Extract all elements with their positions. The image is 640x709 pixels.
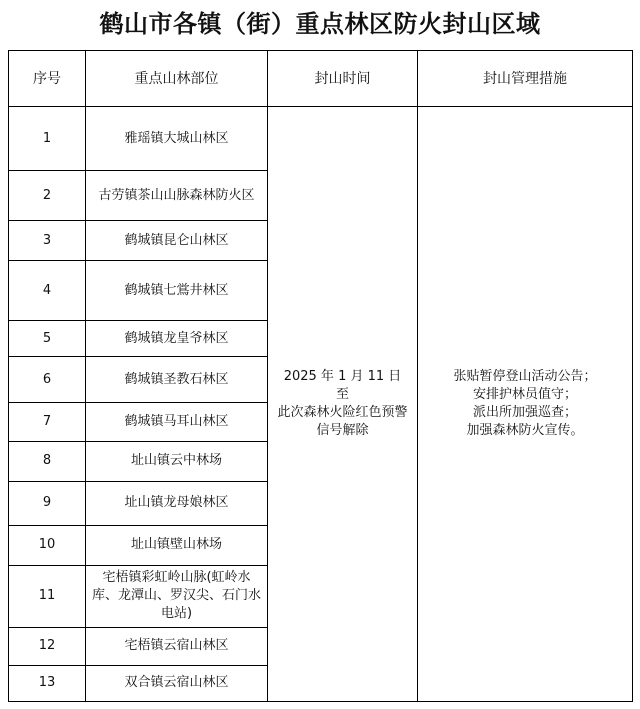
closure-time-start: 2025 年 1 月 11 日 bbox=[283, 369, 402, 385]
closure-time-end-line1: 此次森林火险红色预警 bbox=[277, 405, 408, 421]
header-measures: 封山管理措施 bbox=[418, 51, 633, 107]
row-serial: 1 bbox=[9, 107, 86, 171]
table-row bbox=[9, 107, 633, 171]
row-serial: 10 bbox=[9, 525, 86, 565]
closure-time-end-line2: 信号解除 bbox=[316, 423, 369, 439]
row-location: 鹤城镇马耳山林区 bbox=[86, 403, 268, 441]
measure-item: 派出所加强巡查； bbox=[472, 405, 577, 421]
header-serial: 序号 bbox=[9, 51, 86, 107]
page-title: 鹤山市各镇（街）重点林区防火封山区域 bbox=[99, 10, 541, 38]
row-location: 鹤城镇七鴬井林区 bbox=[86, 261, 268, 321]
row-serial: 7 bbox=[9, 403, 86, 441]
closure-time-to: 至 bbox=[335, 387, 349, 403]
row-serial: 4 bbox=[9, 261, 86, 321]
closure-areas-table bbox=[8, 50, 633, 702]
measure-item: 加强森林防火宣传。 bbox=[466, 423, 584, 439]
measures-cell bbox=[418, 107, 633, 702]
row-serial: 3 bbox=[9, 221, 86, 261]
header-closure-time: 封山时间 bbox=[268, 51, 418, 107]
row-serial: 13 bbox=[9, 665, 86, 701]
row-serial: 9 bbox=[9, 481, 86, 525]
row-location: 址山镇云中林场 bbox=[86, 441, 268, 481]
measure-item: 安排护林员值守； bbox=[472, 387, 577, 403]
row-serial: 6 bbox=[9, 357, 86, 403]
row-location: 双合镇云宿山林区 bbox=[86, 665, 268, 701]
measure-item: 张贴暂停登山活动公告； bbox=[453, 369, 597, 385]
row-serial: 8 bbox=[9, 441, 86, 481]
row-location: 鹤城镇圣教石林区 bbox=[86, 357, 268, 403]
row-location: 雅瑶镇大城山林区 bbox=[86, 107, 268, 171]
row-location: 宅梧镇彩虹岭山脉(虹岭水库、龙潭山、罗汉尖、石门水电站) bbox=[86, 565, 268, 627]
row-serial: 2 bbox=[9, 171, 86, 221]
row-location: 鹤城镇昆仑山林区 bbox=[86, 221, 268, 261]
row-location: 址山镇壁山林场 bbox=[86, 525, 268, 565]
row-serial: 5 bbox=[9, 321, 86, 357]
table-header-row bbox=[9, 51, 633, 107]
row-location: 址山镇龙母娘林区 bbox=[86, 481, 268, 525]
row-location: 鹤城镇龙皇爷林区 bbox=[86, 321, 268, 357]
row-serial: 12 bbox=[9, 627, 86, 665]
header-location: 重点山林部位 bbox=[86, 51, 268, 107]
row-location: 古劳镇茶山山脉森林防火区 bbox=[86, 171, 268, 221]
closure-time-cell bbox=[268, 107, 418, 702]
row-location: 宅梧镇云宿山林区 bbox=[86, 627, 268, 665]
row-serial: 11 bbox=[9, 565, 86, 627]
